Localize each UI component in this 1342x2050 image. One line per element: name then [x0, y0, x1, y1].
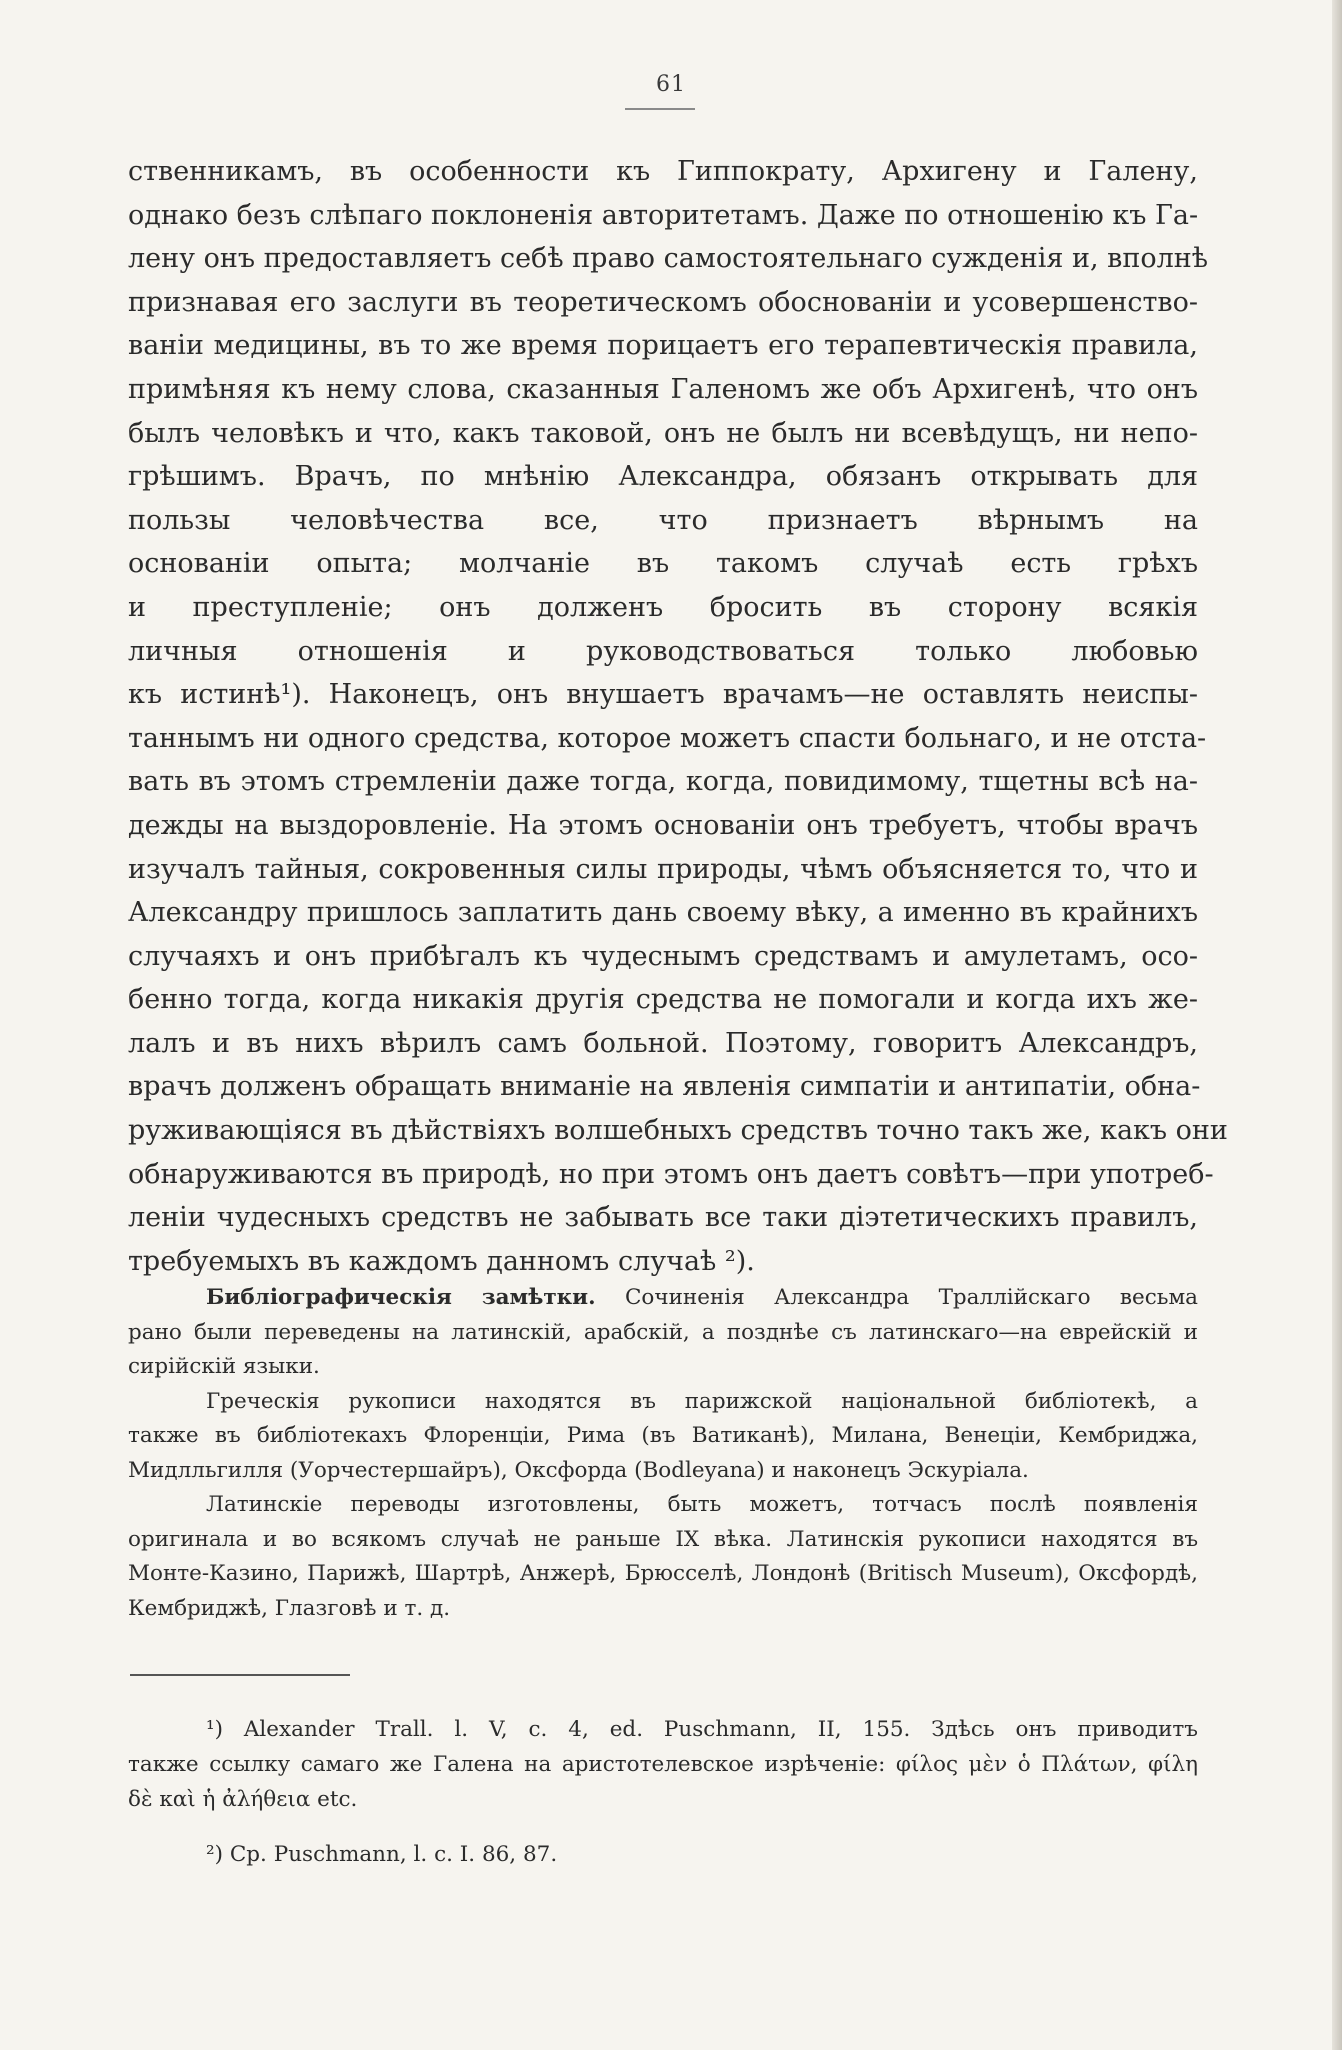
- text-line: лену онъ предоставляетъ себѣ право самостоятельнаго сужденія и, вполнѣ: [128, 243, 1208, 275]
- text-line: пользы человѣчества все, что признаетъ вѣрнымъ на: [128, 504, 1198, 536]
- text-line: однако безъ слѣпаго поклоненія авторитетамъ. Даже по отношенію къ Га-: [128, 199, 1199, 231]
- text-line: ственникамъ, въ особенности къ Гиппократу, Архигену и Галену,: [128, 156, 1198, 187]
- text-line: требуемыхъ въ каждомъ данномъ случаѣ ²).: [128, 1245, 755, 1277]
- biblio-line: Монте-Казино, Парижѣ, Шартрѣ, Анжерѣ, Брюсселѣ, Лондонѣ (Britisch Museum), Оксфордѣ,: [128, 1561, 1198, 1586]
- biblio-line: рано были переведены на латинскій, арабскій, а позднѣе съ латинскаго—на еврейскій и: [128, 1319, 1198, 1345]
- biblio-heading: Библіографическія замѣтки.: [206, 1285, 596, 1310]
- biblio-line: сирійскій языки.: [128, 1354, 320, 1379]
- text-line: бенно тогда, когда никакія другія средства не помогали и когда ихъ же-: [128, 984, 1198, 1016]
- text-line: таннымъ ни одного средства, которое можетъ спасти больнаго, и не отста-: [128, 722, 1207, 754]
- biblio-line: Мидлльгилля (Уорчестершайръ), Оксфорда (Bodleyana) и наконецъ Эскуріала.: [128, 1457, 1029, 1483]
- text-line: врачъ долженъ обращать вниманіе на явленія симпатіи и антипатіи, обна-: [128, 1071, 1201, 1103]
- text-line: ваніи медицины, въ то же время порицаетъ его терапевтическія правила,: [128, 330, 1198, 362]
- footnote-line: δὲ καὶ ἡ ἀλήθεια etc.: [128, 1787, 358, 1812]
- text-line: примѣняя къ нему слова, сказанныя Галеномъ же объ Архигенѣ, что онъ: [128, 373, 1198, 405]
- page-number-rule: [625, 108, 695, 110]
- text-line: Александру пришлось заплатить дань своему вѣку, а именно въ крайнихъ: [128, 897, 1198, 929]
- text-line: былъ человѣкъ и что, какъ таковой, онъ не былъ ни всевѣдущъ, ни непо-: [128, 417, 1198, 449]
- footnote-line: также ссылку самаго же Галена на аристотелевское изрѣченіе: φίλος μὲν ὁ Πλάτων, φίλη: [128, 1752, 1198, 1777]
- text-line: руживающіяся въ дѣйствіяхъ волшебныхъ средствъ точно такъ же, какъ они: [128, 1115, 1228, 1147]
- text-line: случаяхъ и онъ прибѣгалъ къ чудеснымъ средствамъ и амулетамъ, осо-: [128, 940, 1198, 972]
- text-line: грѣшимъ. Врачъ, по мнѣнію Александра, обязанъ открывать для: [128, 461, 1198, 493]
- text-line: обнаруживаются въ природѣ, но при этомъ онъ даетъ совѣтъ—при употреб-: [128, 1158, 1214, 1190]
- biblio-line: также въ библіотекахъ Флоренціи, Рима (въ Ватиканѣ), Милана, Венеціи, Кембриджа,: [128, 1423, 1198, 1448]
- text-line: вать въ этомъ стремленіи даже тогда, когда, повидимому, тщетны всѣ на-: [128, 766, 1198, 798]
- text-line: лалъ и въ нихъ вѣрилъ самъ больной. Поэтому, говоритъ Александръ,: [128, 1027, 1198, 1059]
- biblio-line: Латинскіе переводы изготовлены, быть можетъ, тотчасъ послѣ появленія: [206, 1492, 1198, 1517]
- bibliographic-notes: [128, 1281, 1198, 1626]
- text-line: признавая его заслуги въ теоретическомъ обоснованіи и усовершенство-: [128, 286, 1198, 318]
- biblio-line: [128, 1281, 1198, 1316]
- biblio-text: Сочиненія Александра Траллійскаго весьма: [595, 1285, 1198, 1310]
- biblio-line: оригинала и во всякомъ случаѣ не раньше IX вѣка. Латинскія рукописи находятся въ: [128, 1526, 1198, 1552]
- text-line: леніи чудесныхъ средствъ не забывать все таки діэтетическихъ правилъ,: [128, 1202, 1198, 1234]
- text-line: изучалъ тайныя, сокровенныя силы природы, чѣмъ объясняется то, что и: [128, 853, 1198, 885]
- text-line: къ истинѣ¹). Наконецъ, онъ внушаетъ врачамъ—не оставлять неиспы-: [128, 679, 1198, 711]
- text-line: дежды на выздоровленіе. На этомъ основаніи онъ требуетъ, чтобы врачъ: [128, 809, 1198, 841]
- text-line: и преступленіе; онъ долженъ бросить въ сторону всякія: [128, 591, 1198, 623]
- footnote-line: ²) Ср. Puschmann, l. c. I. 86, 87.: [206, 1842, 558, 1867]
- page-number: 61: [656, 72, 686, 97]
- scan-edge: [1332, 0, 1342, 2050]
- text-line: основаніи опыта; молчаніе въ такомъ случаѣ есть грѣхъ: [128, 548, 1198, 580]
- main-text: [128, 150, 1228, 1283]
- footnote-line: ¹) Alexander Trall. l. V, c. 4, ed. Puschmann, II, 155. Здѣсь онъ приводитъ: [206, 1717, 1198, 1742]
- text-line: личныя отношенія и руководствоваться только любовью: [128, 635, 1198, 667]
- biblio-line: Кембриджѣ, Глазговѣ и т. д.: [128, 1595, 451, 1621]
- footnotes: [128, 1712, 1198, 1872]
- footnote-rule: [130, 1674, 350, 1676]
- biblio-line: Греческія рукописи находятся въ парижской національной библіотекѣ, а: [206, 1388, 1198, 1414]
